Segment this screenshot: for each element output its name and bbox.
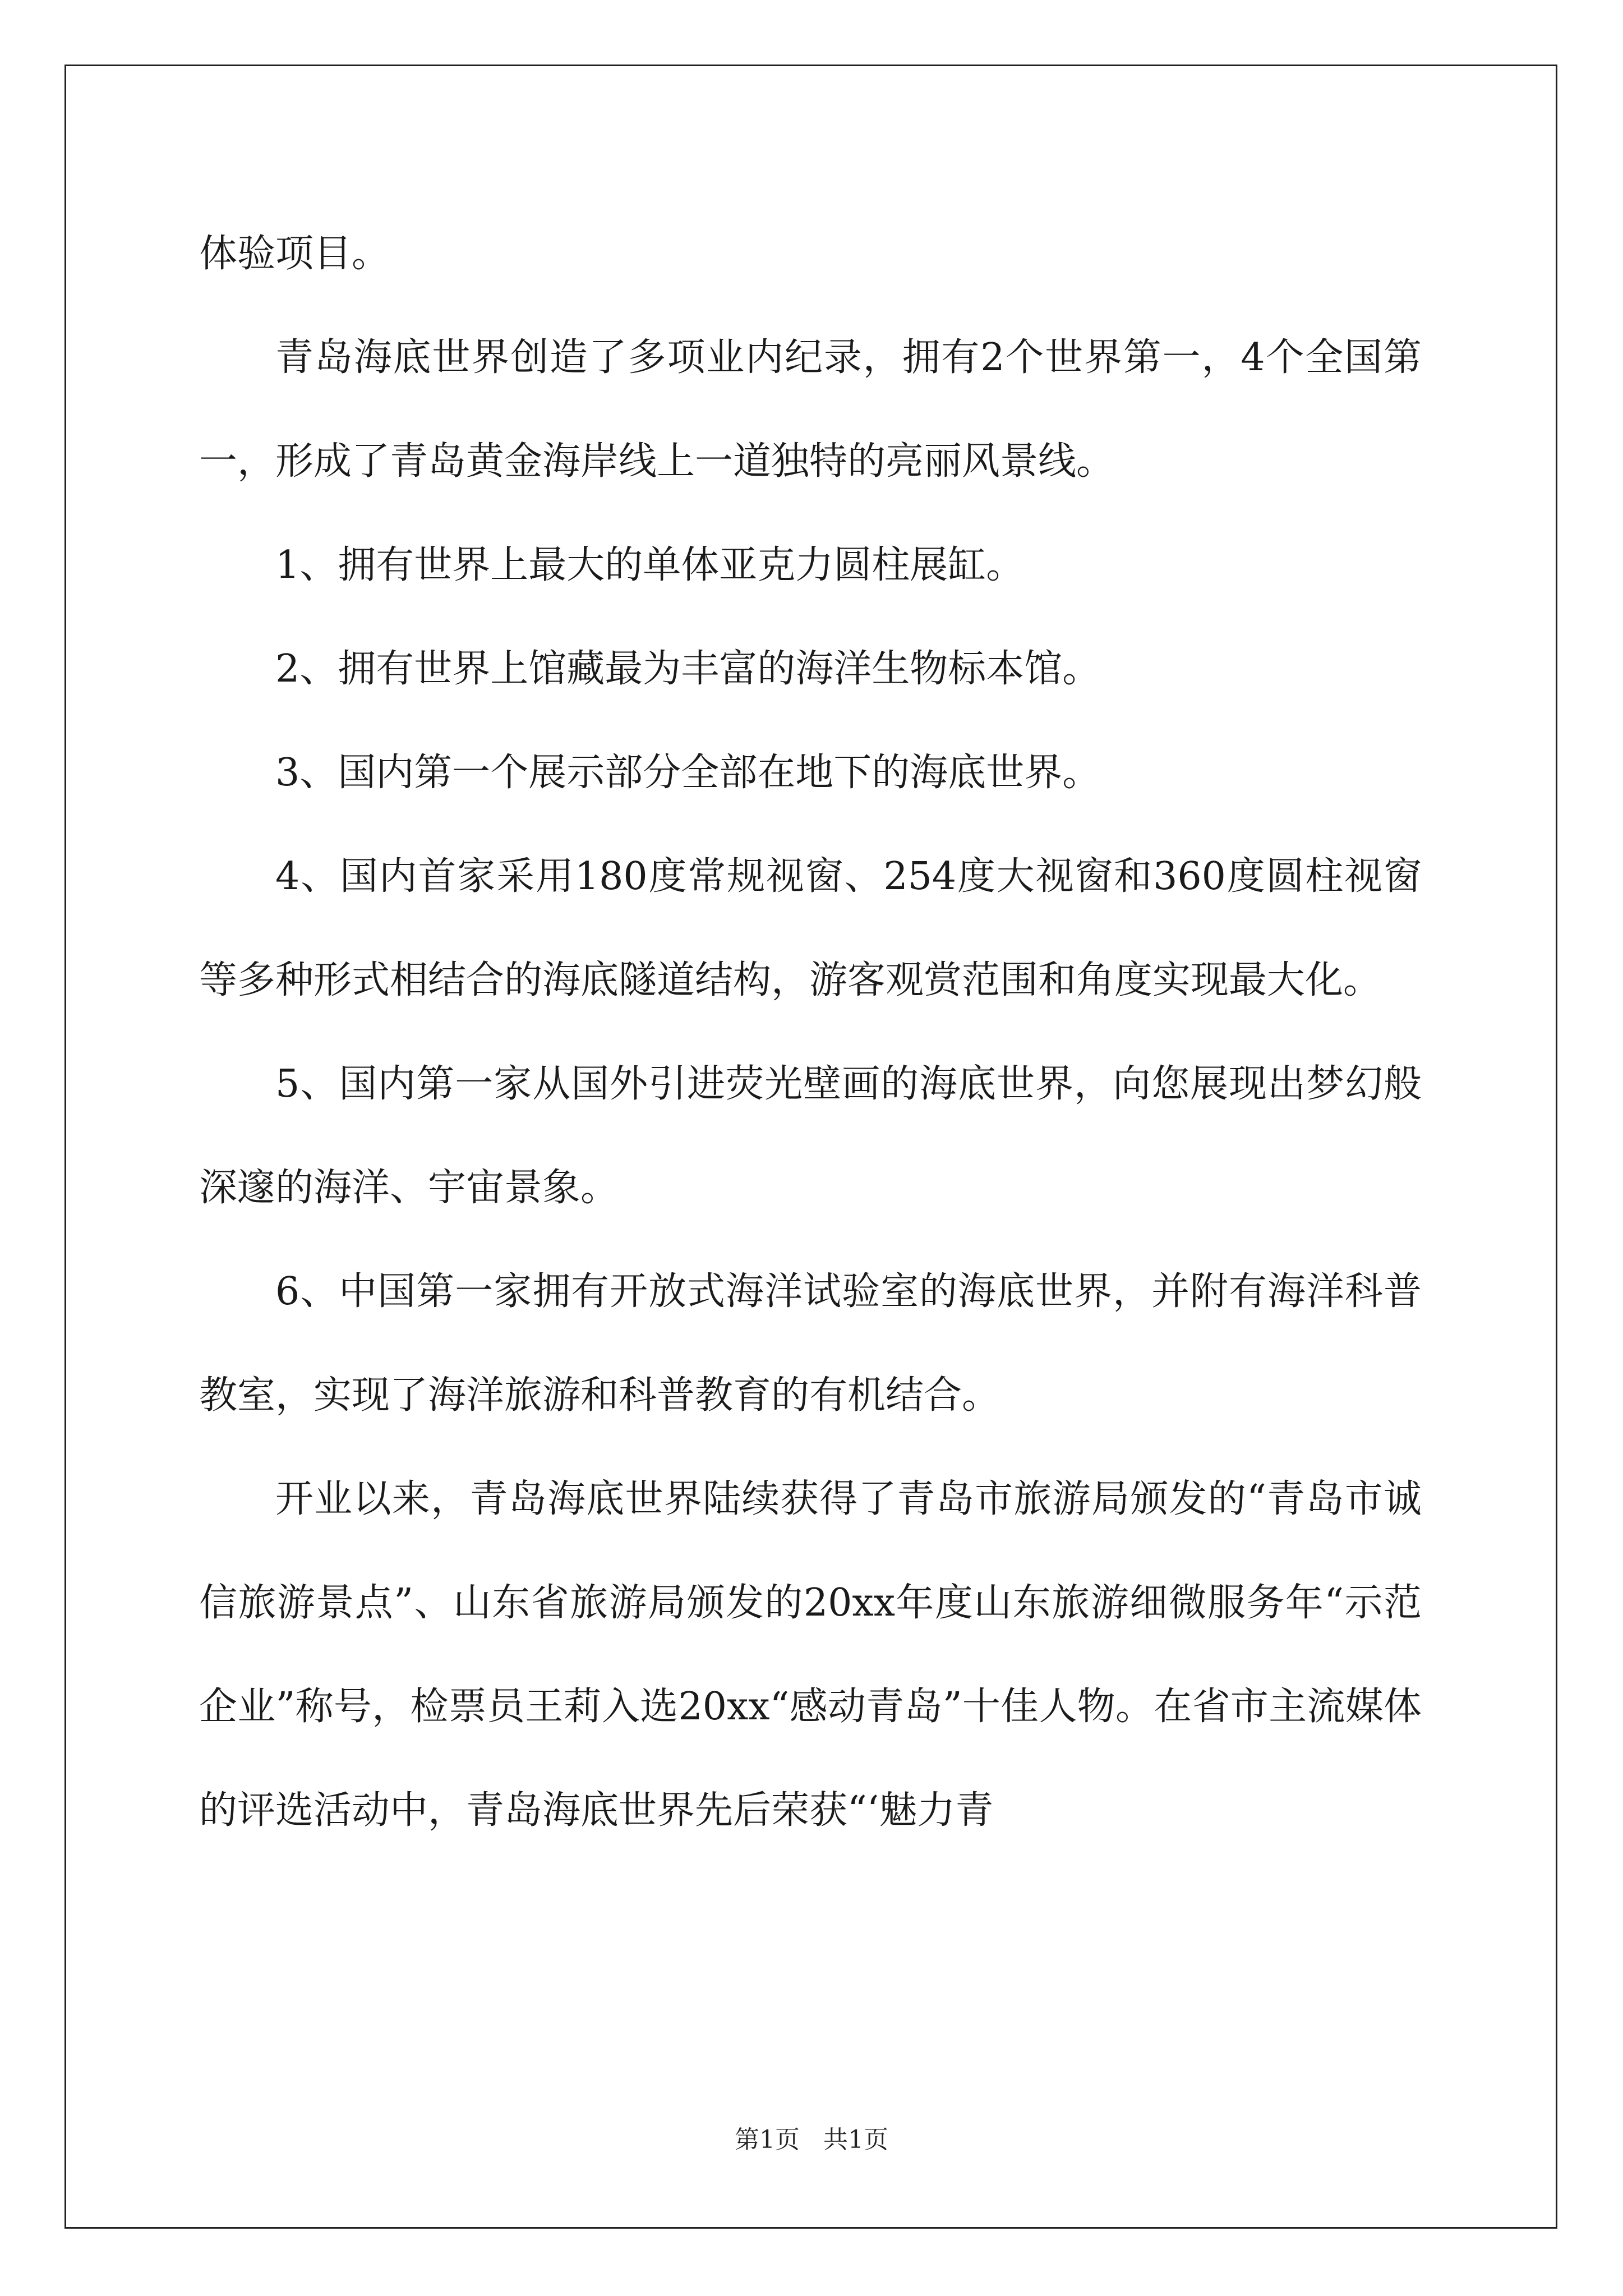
list-item-6: 6、中国第一家拥有开放式海洋试验室的海底世界，并附有海洋科普教室，实现了海洋旅游和科普教育的有机结合。 [199,1269,1422,1418]
paragraph: 青岛海底世界创造了多项业内纪录，拥有2个世界第一，4个全国第一，形成了青岛黄金海岸线上一道独特的亮丽风景线。 [199,335,1422,484]
page-total: 共1页 [823,2125,888,2154]
list-item-5: 5、国内第一家从国外引进荧光壁画的海底世界，向您展现出梦幻般深邃的海洋、宇宙景象。 [199,1062,1422,1210]
list-item-2: 2、拥有世界上馆藏最为丰富的海洋生物标本馆。 [275,647,1101,691]
paragraph: 开业以来，青岛海底世界陆续获得了青岛市旅游局颁发的“青岛市诚信旅游景点”、山东省旅游局颁发的20xx年度山东旅游细微服务年“示范企业”称号，检票员王莉入选20xx“感动青岛”十佳人物。在省市主流媒体的评选活动中，青岛海底世界先后荣获“‘魅力青 [199,1477,1422,1833]
list-item-1: 1、拥有世界上最大的单体亚克力圆柱展缸。 [275,543,1025,587]
list-item-4: 4、国内首家采用180度常规视窗、254度大视窗和360度圆柱视窗等多种形式相结合的海底隧道结构，游客观赏范围和角度实现最大化。 [199,854,1422,1002]
paragraph: 体验项目。 [199,232,390,276]
document-body [199,202,1422,1862]
page-footer [0,2119,1623,2155]
list-item-3: 3、国内第一个展示部分全部在地下的海底世界。 [275,751,1101,795]
page-number: 第1页 [735,2125,800,2154]
